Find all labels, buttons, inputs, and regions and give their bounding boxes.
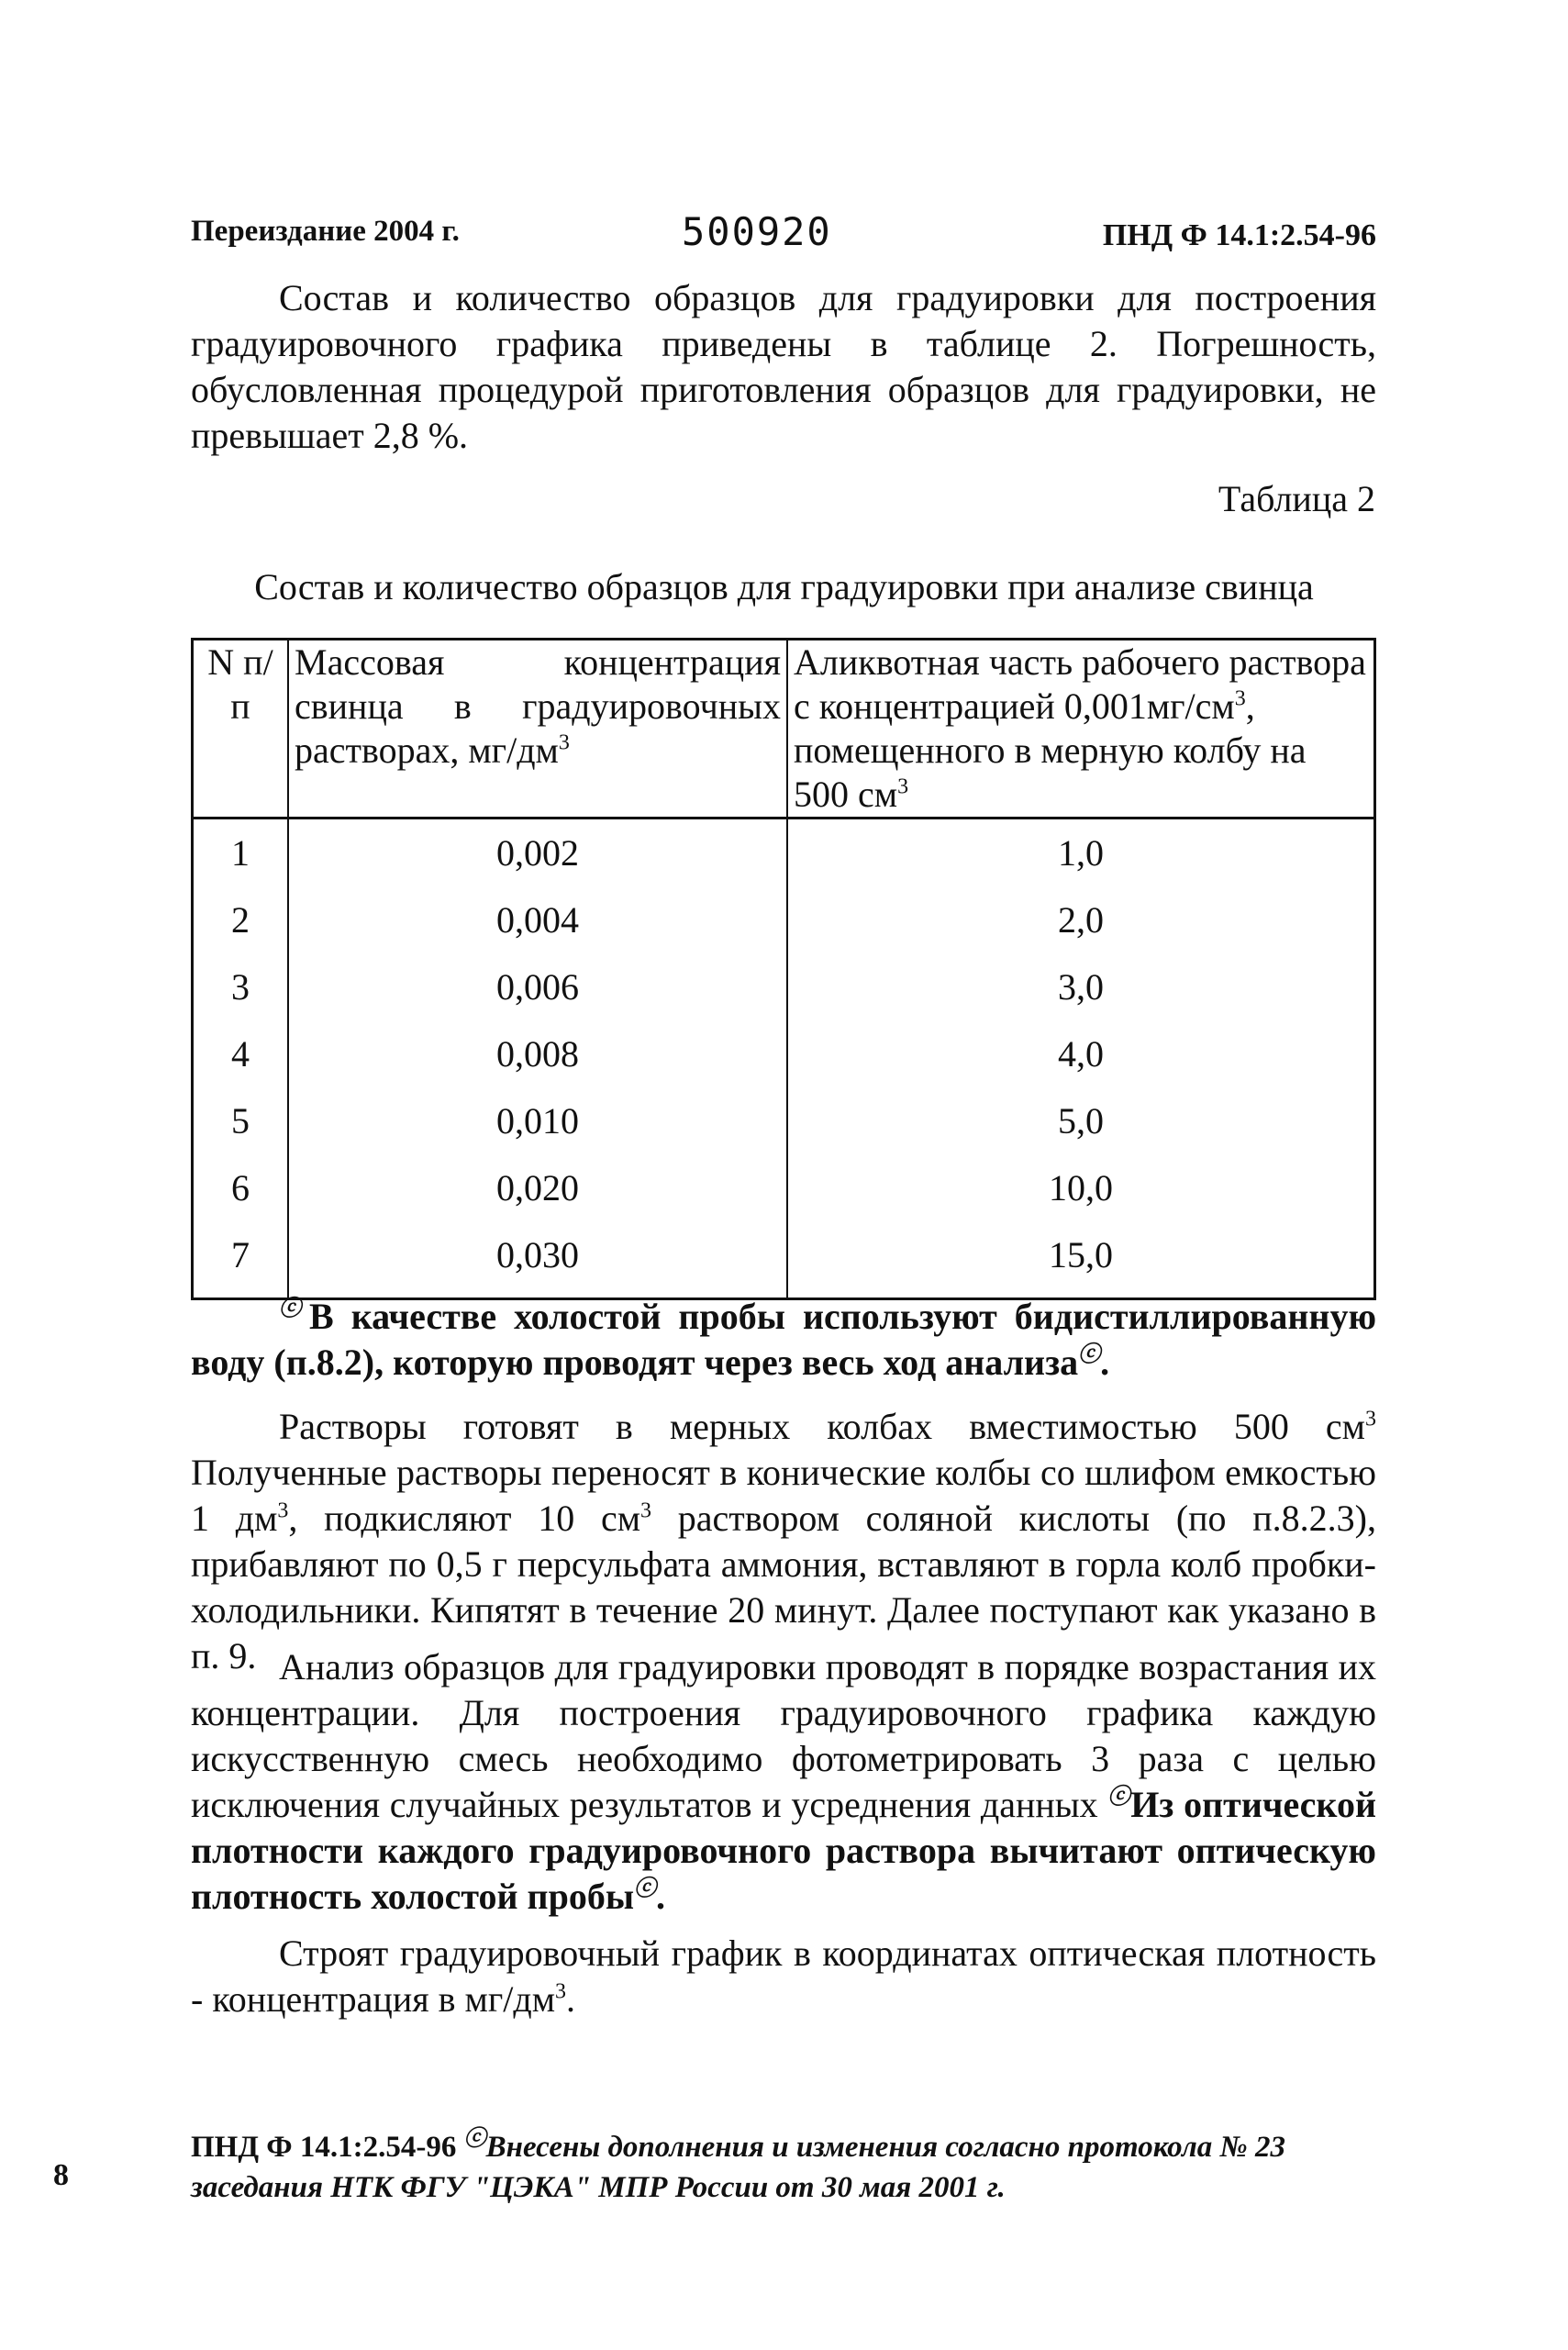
row-number: 3 xyxy=(193,953,289,1020)
intro-paragraph: Состав и количество образцов для градуировки для построения градуировочного графика приведены в таблице 2. Погрешность, обусловленная процедурой приготовления образцов для градуировки, не превышает 2,8 %. xyxy=(191,277,1376,456)
row-concentration: 0,004 xyxy=(288,886,787,953)
row-number: 1 xyxy=(193,819,289,887)
table-row xyxy=(193,886,1375,953)
row-aliquot: 5,0 xyxy=(787,1087,1375,1154)
graph-paragraph: Строят градуировочный график в координатах оптическая плотность - концентрация в $мг/дм^3$. xyxy=(191,1932,1376,2020)
change-mark-icon: ⓒ xyxy=(1107,1785,1131,1810)
table-title: Состав и количество образцов для градуировки при анализе свинца xyxy=(254,566,1314,607)
blank-sample-paragraph: ⓒВ качестве холостой пробы используют бидистиллированную воду (п.8.2), которую проводят через весь ход анализаⓒ. xyxy=(191,1296,1377,1383)
table-header-row xyxy=(193,640,1375,819)
page-number: 8 xyxy=(53,2158,69,2192)
row-concentration: 0,008 xyxy=(288,1020,787,1087)
row-concentration: 0,020 xyxy=(288,1154,787,1221)
row-concentration: 0,030 xyxy=(288,1221,787,1299)
change-mark-icon: ⓒ xyxy=(634,1877,657,1901)
calibration-table xyxy=(191,638,1376,1300)
row-aliquot: 4,0 xyxy=(787,1020,1375,1087)
row-aliquot: 10,0 xyxy=(787,1154,1375,1221)
row-aliquot: 1,0 xyxy=(787,819,1375,887)
table-row xyxy=(193,1020,1375,1087)
table-row xyxy=(193,953,1375,1020)
row-number: 4 xyxy=(193,1020,289,1087)
row-number: 5 xyxy=(193,1087,289,1154)
row-number: 2 xyxy=(193,886,289,953)
row-aliquot: 3,0 xyxy=(787,953,1375,1020)
row-aliquot: 15,0 xyxy=(787,1221,1375,1299)
reprint-note: Переиздание 2004 г. xyxy=(191,215,460,248)
col-number-header: N п/п xyxy=(193,640,289,819)
row-number: 7 xyxy=(193,1221,289,1299)
table-row xyxy=(193,819,1375,887)
col-concentration-header: Массовая концентрация свинца в градуировочных растворах, $мг/дм^3$ xyxy=(288,640,787,819)
table-row xyxy=(193,1154,1375,1221)
page-footer-note: ПНД Ф 14.1:2.54-96 ⓒВнесены дополнения и изменения согласно протокола № 23 заседания НТК ФГУ "ЦЭКА" МПР России от 30 мая 2001 г. xyxy=(191,2127,1285,2204)
page-header xyxy=(191,209,1376,264)
row-number: 6 xyxy=(193,1154,289,1221)
row-concentration: 0,010 xyxy=(288,1087,787,1154)
change-mark-icon: ⓒ xyxy=(1078,1342,1101,1367)
row-concentration: 0,002 xyxy=(288,819,787,887)
table-row xyxy=(193,1221,1375,1299)
document-number-stamp: 500920 xyxy=(682,209,832,254)
table-row xyxy=(193,1087,1375,1154)
change-mark-icon: ⓒ xyxy=(463,2127,486,2151)
analysis-paragraph: Анализ образцов для градуировки проводят в порядке возрастания их концентрации. Для построения градуировочного графика каждую искусственную смесь необходимо фотометрировать 3 раза с целью исключения случайных результатов и усреднения данных ⓒИз оптической плотности каждого градуировочного раствора вычитают оптическую плотность холостой пробыⓒ. xyxy=(191,1646,1377,1917)
col-aliquot-header: Аликвотная часть рабочего раствора с концентрацией $0,001мг/см^3$, помещенного в мерную колбу на 500 $см^3$ xyxy=(787,640,1375,819)
change-mark-icon: ⓒ xyxy=(279,1297,310,1321)
table-label: Таблица 2 xyxy=(1218,478,1375,519)
row-aliquot: 2,0 xyxy=(787,886,1375,953)
preparation-paragraph: Растворы готовят в мерных колбах вместимостью 500 $см^3$ Полученные растворы переносят в конические колбы со шлифом емкостью 1 $дм^3$, подкисляют 10 $см^3$ раствором соляной кислоты (по п.8.2.3), прибавляют по 0,5 г персульфата аммония, вставляют в горла колб пробки-холодильники. Кипятят в течение 20 минут. Далее поступают как указано в п. 9. xyxy=(191,1406,1376,1676)
standard-code: ПНД Ф 14.1:2.54-96 xyxy=(1102,218,1376,252)
row-concentration: 0,006 xyxy=(288,953,787,1020)
